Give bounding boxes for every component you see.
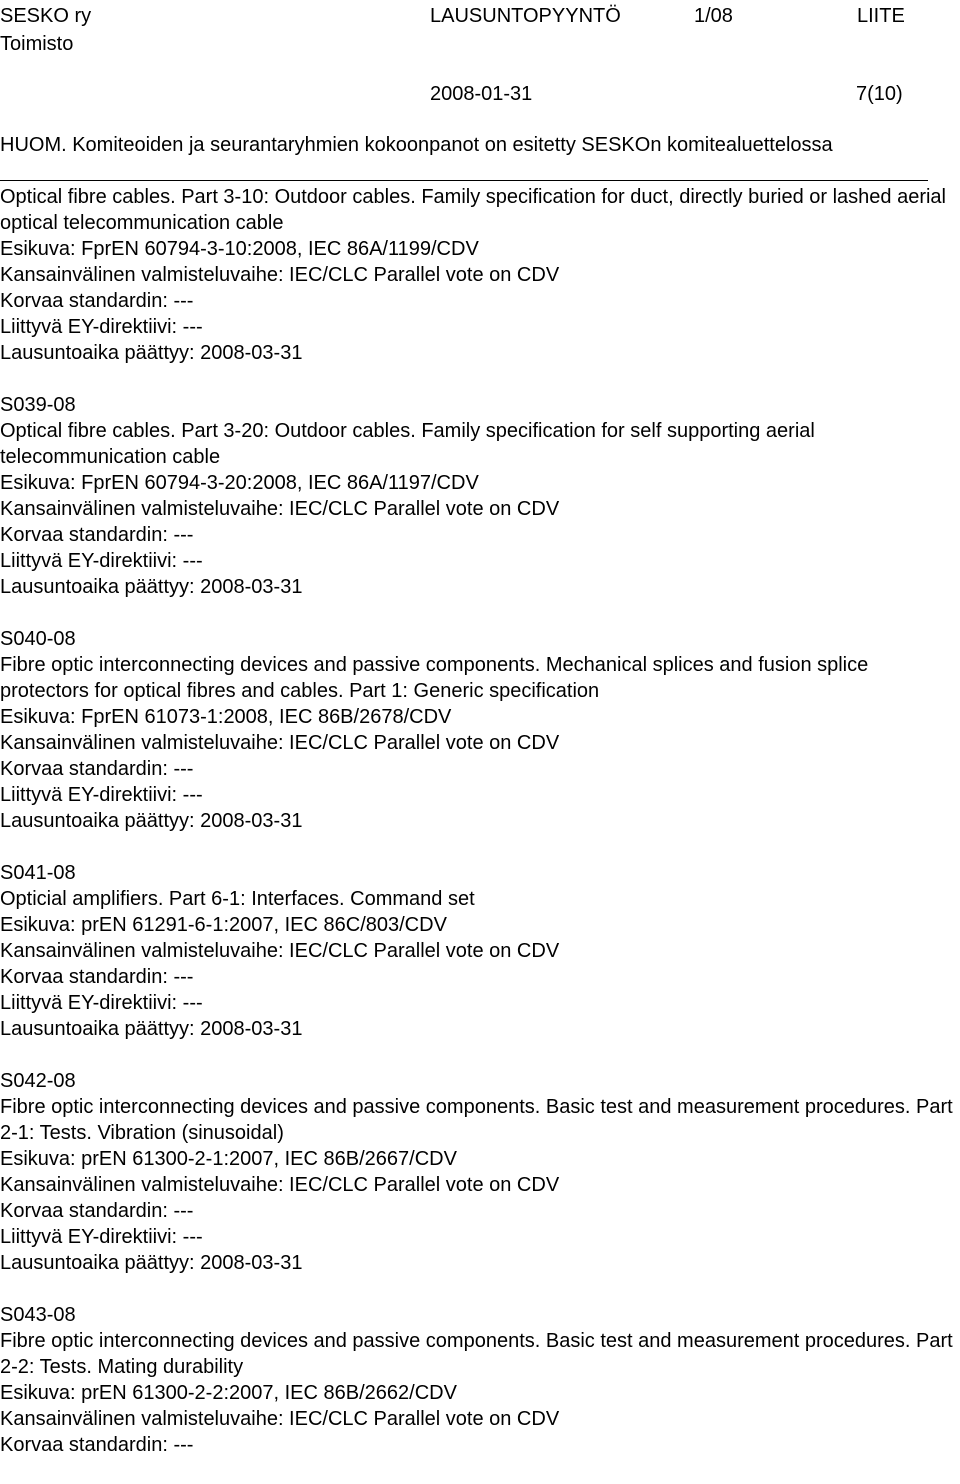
entry-id: S042-08 (0, 1070, 76, 1092)
header-page-number: 7(10) (856, 83, 903, 105)
entry-stage: Kansainvälinen valmisteluvaihe: IEC/CLC Parallel vote on CDV (0, 498, 560, 520)
entry-replaces: Korvaa standardin: --- (0, 1434, 194, 1456)
entry-reference: Esikuva: FprEN 60794-3-10:2008, IEC 86A/1199/CDV (0, 238, 479, 260)
entry-stage: Kansainvälinen valmisteluvaihe: IEC/CLC Parallel vote on CDV (0, 264, 560, 286)
entry-replaces: Korvaa standardin: --- (0, 1200, 194, 1222)
entry-stage: Kansainvälinen valmisteluvaihe: IEC/CLC Parallel vote on CDV (0, 1174, 560, 1196)
entry-stage: Kansainvälinen valmisteluvaihe: IEC/CLC Parallel vote on CDV (0, 732, 560, 754)
entry-title: Optical fibre cables. Part 3-20: Outdoor cables. Family specification for self supporting aerial telecommunication cable (0, 420, 815, 468)
entry-deadline: Lausuntoaika päättyy: 2008-03-31 (0, 576, 303, 598)
entry-id: S040-08 (0, 628, 76, 650)
entry-title: Fibre optic interconnecting devices and passive components. Basic test and measurement procedures. Part 2-1: Tests. Vibration (sinusoidal) (0, 1096, 953, 1144)
entry-title: Fibre optic interconnecting devices and passive components. Basic test and measurement procedures. Part 2-2: Tests. Mating durability (0, 1330, 953, 1378)
entry-id: S039-08 (0, 394, 76, 416)
header-dept: Toimisto (0, 33, 74, 55)
entry-reference: Esikuva: FprEN 61073-1:2008, IEC 86B/2678/CDV (0, 706, 452, 728)
entry-directive: Liittyvä EY-direktiivi: --- (0, 992, 203, 1014)
entry-replaces: Korvaa standardin: --- (0, 524, 194, 546)
committee-notice: HUOM. Komiteoiden ja seurantaryhmien kokoonpanot on esitetty SESKOn komitealuettelossa (0, 134, 833, 156)
entry-replaces: Korvaa standardin: --- (0, 966, 194, 988)
entry-replaces: Korvaa standardin: --- (0, 290, 194, 312)
consultation-entry (0, 860, 955, 1042)
consultation-entry (0, 184, 955, 366)
entry-deadline: Lausuntoaika päättyy: 2008-03-31 (0, 342, 303, 364)
entry-directive: Liittyvä EY-direktiivi: --- (0, 1226, 203, 1248)
consultation-entry (0, 392, 955, 600)
entry-title: Optical fibre cables. Part 3-10: Outdoor cables. Family specification for duct, directly buried or lashed aerial optical telecommunication cable (0, 186, 946, 234)
entry-title: Opticial amplifiers. Part 6-1: Interfaces. Command set (0, 888, 475, 910)
entry-directive: Liittyvä EY-direktiivi: --- (0, 550, 203, 572)
header-date: 2008-01-31 (430, 83, 533, 105)
entry-reference: Esikuva: prEN 61300-2-1:2007, IEC 86B/2667/CDV (0, 1148, 457, 1170)
header-appendix: LIITE (857, 5, 905, 27)
consultation-entry (0, 626, 955, 834)
entry-deadline: Lausuntoaika päättyy: 2008-03-31 (0, 1252, 303, 1274)
entry-title: Fibre optic interconnecting devices and passive components. Mechanical splices and fusion splice protectors for optical fibres and cables. Part 1: Generic specification (0, 654, 869, 702)
header-org: SESKO ry (0, 5, 92, 27)
consultation-entry (0, 1068, 955, 1276)
entry-stage: Kansainvälinen valmisteluvaihe: IEC/CLC Parallel vote on CDV (0, 940, 560, 962)
entry-id: S041-08 (0, 862, 76, 884)
entry-replaces: Korvaa standardin: --- (0, 758, 194, 780)
entry-directive: Liittyvä EY-direktiivi: --- (0, 316, 203, 338)
consultation-entry (0, 1302, 955, 1458)
header-doc-type: LAUSUNTOPYYNTÖ (430, 5, 621, 27)
consultation-list (0, 184, 955, 1484)
entry-deadline: Lausuntoaika päättyy: 2008-03-31 (0, 1018, 303, 1040)
entry-stage: Kansainvälinen valmisteluvaihe: IEC/CLC Parallel vote on CDV (0, 1408, 560, 1430)
entry-deadline: Lausuntoaika päättyy: 2008-03-31 (0, 810, 303, 832)
entry-id: S043-08 (0, 1304, 76, 1326)
header-divider (0, 180, 928, 181)
entry-reference: Esikuva: FprEN 60794-3-20:2008, IEC 86A/1197/CDV (0, 472, 479, 494)
header-doc-number: 1/08 (694, 5, 733, 27)
entry-reference: Esikuva: prEN 61291-6-1:2007, IEC 86C/803/CDV (0, 914, 447, 936)
entry-reference: Esikuva: prEN 61300-2-2:2007, IEC 86B/2662/CDV (0, 1382, 457, 1404)
entry-directive: Liittyvä EY-direktiivi: --- (0, 784, 203, 806)
